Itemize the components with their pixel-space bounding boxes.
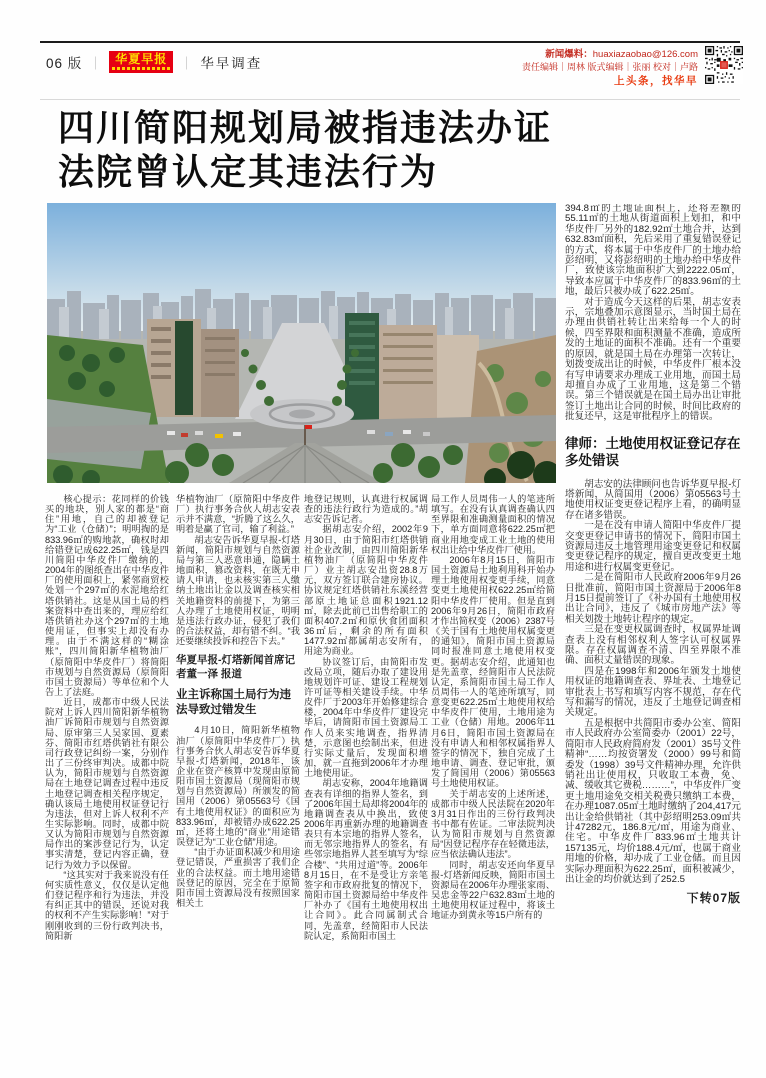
article-paragraph: 关于胡志安的上述所述，成都市中级人民法院在2020年3月31日作出的三份行政判决书中都有佐证。二审法院判决认为简阳市规划与自然资源局“因登记程序存在轻微违法，应当依法确认违法”。 (431, 788, 555, 860)
article-paragraph: 胡志安的法律顾问也告诉华夏早报-灯塔新闻，从简国用（2006）第05563号土地使用权证变更登记程序上看，的确明显存在诸多错误。 (565, 478, 741, 521)
article-paragraph: 五是根据中共简阳市委办公室、简阳市人民政府办公室简委办（2001）22号，简阳市人民政府简府发（2001）35号文件精神“……均按资署发（2000）99号和简委发（1998）39号文件精神办理，允许供销社出让使用权，只收取工本费，免、减、缓收其它费税………”，中华皮件厂变更土地用途免交相关税费只缴纳工本费，在办理1087.05㎡土地时缴纳了204,417元出让金给供销社（其中彭绍明253.09㎡共计47282元，186.8元/㎡，用途为商业、住宅。中华皮件厂833.96㎡土地共计157135元，均价188.4元/㎡，也属于商业用地的价格，却办成了工业仓储。而且因实际办理面积为622.25㎡，面积被减少，出让金的均价就达到了252.5 (565, 717, 741, 885)
article-paragraph: 四是在1998年和2006年颁发土地使用权证的地籍调查表、界址表、土地登记审批表上书写和填写内容不规范，存在代写和漏写的情况，违反了土地登记调查相关规定。 (565, 665, 741, 719)
article-paragraph: 二是在简阳市人民政府2006年9月26日批准前，简阳市国土资源局于2006年8月15日提前签订了《补办国有土地使用权出让合同》，违反了《城市房地产法》等相关划拨土地转让程序的规定。 (565, 572, 741, 625)
aerial-city-photo (47, 203, 556, 483)
article-paragraph: 华植物油厂（原简阳中华皮件厂）执行事务合伙人胡志安表示并不满意，“折腾了这么久，明着是赢了官司，输了利益。” (176, 494, 300, 535)
lead-paragraph: 核心提示：花同样的价钱买的地块，别人家的都是“商住”用地，自己的却被登记为“工业（仓储）”；明明掏的是833.96㎡的购地款，确权时却给错登记成622.25㎡，钱是四川简阳中华皮件厂缴纳的，2004年的图纸查出在中华皮件厂的使用面积上，紧邻商贸校处划一个297㎡的水泥地给红塔供销社。这是从国土局的档案资料中查出来的，理应给红塔供销社办这个297㎡的土地使用证，但事实上却没有办理。由于不满这样的“糊涂账”，四川简阳新华植物油厂（原简阳中华皮件厂）将简阳市规划与自然资源局（原简阳市国土资源局）等单位和个人告上了法庭。 (45, 494, 169, 697)
main-headline (58, 106, 598, 194)
byline: 华夏早报-灯塔新闻首席记者董一泽 报道 (176, 654, 295, 680)
editors-credit: 责任编辑｜周林 版式编辑｜张丽 校对｜卢路 (521, 62, 698, 72)
article-paragraph: 三是在变更权属调查时，权属界址调查表上没有相邻权利人签字认可权属界限。存在权属调查不清、四至界限不准确、面积丈量错误的现象。 (565, 624, 741, 667)
article-column-4 (431, 494, 555, 1050)
article-paragraph: 4月10日，简阳新华植物油厂（原简阳中华皮件厂）执行事务合伙人胡志安告诉华夏早报-灯塔新闻，2018年，该企业在资产核算中发现由原简阳市国土资源局（现简阳市规划与自然资源局）所颁发的简国用（2006）第05563号《国有土地使用权证》的面积应为833.96㎡，却被错办成622.25㎡，还将土地的“商业”用途错误登记为“工业仓储”用途。 (176, 725, 300, 848)
section-subhead: 律师：土地使用权证登记存在多处错误 (565, 435, 741, 469)
tipline-email: huaxiazaobao@126.com (592, 49, 698, 60)
article-paragraph: “这其实对于我来说没有任何实质性意义，仅仅是认定他们登记程序和行为违法，并没有纠正其中的错误，还说对我的权利不产生实际影响！”对于刚刚收到的三份行政判决书，简阳新 (45, 869, 169, 941)
page-number: 06 版 (46, 56, 83, 71)
article-column-1 (45, 494, 169, 1050)
masthead-title: 华夏早报 (115, 52, 168, 66)
qr-code (705, 46, 743, 86)
header-top-rule (40, 41, 740, 43)
tipline-label: 新闻爆料： (545, 49, 593, 60)
article-paragraph: 一是在没有申请人简阳中华皮件厂提交变更登记申请书的情况下，简阳市国土资源局违反土地管理用途变更登记和权属变更登记程序的规定，擅自更改变更土地用途和进行权属变更登记。 (565, 520, 741, 573)
header-contact-block (522, 48, 698, 89)
article-paragraph: 据胡志安介绍，2002年9月30日，由于简阳市红塔供销社企业改制，由四川简阳新华植物油厂（原简阳中华皮件厂）业主胡志安出资28.8万元，双方签订联合建房协议。协议规定红塔供销社东溪经营部原土地证总面积1921.12㎡，除去此前已出售给职工的面积407.2㎡和原伙食团面积36㎡后，剩余的所有面积1477.92㎡都属胡志安所有，用途为商业。 (304, 524, 428, 657)
article-paragraph: “由于办证面积减少和用途登记错误，严重损害了我们企业的合法权益。而土地用途错误登记的原因，完全在于原简阳市国土资源局没有按照国家相关土 (176, 847, 300, 908)
masthead-tagline-strip (112, 67, 170, 70)
section-title: 华早调查 (200, 56, 263, 71)
article-paragraph: 胡志安称，2004年地籍调查表有详细的指界人签名，到了2006年国土局却将2004年的地籍调查表从中换出，致使2006年再重新办理的地籍调查表只有本宗地的指界人签名，而无邻宗地指界人的签名，有些邻宗地指界人甚至填写为“综合楼”、“共用过道”等。2006年8月15日，在不是受让方亲笔签字和市政府批复的情况下，简阳市国土资源局给中华皮件厂补办了《国有土地使用权出让合同》。此合同属制式合同，先盖章，经简阳市人民法院认定，系简阳市国土 (304, 778, 428, 941)
news-tipline (522, 48, 698, 61)
masthead-logo (109, 51, 173, 73)
article-paragraph: 同时，胡志安还向华夏早报-灯塔新闻反映，简阳市国土资源局在2006年办理张家雨、吴忠金等22户632.83㎡土地的土地使用权证过程中，将该土地证办到黄永等15户所有的 (431, 859, 555, 921)
article-paragraph: 局工作人员周伟一人的笔迹所填写。在没有认真调查确认四至界限和准确测量面积的情况下，单方面同意将622.25㎡把商业用地变成工业土地的使用权出让给中华皮件厂使用。 (431, 494, 555, 555)
article-paragraph: 胡志安告诉华夏早报-灯塔新闻，简阳市规划与自然资源局与第三人恶意串通，隐瞒土地面积，篡改资料，在既无申请人申请，也未核实第三人缴纳土地出让金以及调查核实相关地籍资料的前提下，为第三人办理了土地使用权证，明明是违法行政办证，侵犯了我们的合法权益，却有错不纠。“我还要继续投诉和控告下去。” (176, 534, 300, 647)
header-divider: ｜ (180, 55, 194, 71)
headline-line1: 四川简阳规划局被指违法办证 (58, 107, 553, 148)
headline-line2: 法院曾认定其违法行为 (58, 151, 439, 192)
continuation-notice: 下转07版 (686, 891, 741, 906)
article-paragraph: 2006年8月15日，简阳市国土资源局土地利用科开始办理土地使用权变更手续，同意变更土地使用权622.25㎡给简阳中华皮件厂使用。但是直到2006年9月26日，简阳市政府才作出简权变（2006）2387号《关于国有土地使用权属变更的通知》，简阳市国土资源局同时报准同意土地使用权变更。据胡志安介绍，此通知也是先盖章，经简阳市人民法院认定，系简阳市国土局工作人员周伟一人的笔迹所填写，同意变更622.25㎡土地使用权给中华皮件厂使用，土地用途为工业（仓储）用地。2006年11月6日，简阳市国土资源局在没有申请人和相邻权属指界人签字的情况下，独自完成了土地申请、调查、登记审批，颁发了简国用（2006）第05563号土地使用权证。 (431, 554, 555, 789)
article-column-right (565, 204, 741, 1050)
header-left (46, 51, 262, 73)
article-paragraph: 对于造成今天这样的后果，胡志安表示，宗地叠加示意图显示，当时国土局在办理由供销社转让出来给每一个人的时候，四至界限和面积测量不准确，造成所发的土地证的面积不准确。还有一个重要的原因，就是国土局在办理第一次转让，划拨变成出让的时候，中华皮件厂根本没有写申请要求办理成工业用地，而国土局却擅自办成了工业用地，这是第二个错误。第三个错误就是在国土局办出让审批签订土地出让合同的时候，时间比政府的批复还早，这是审批程序上的错误。 (565, 296, 741, 423)
article-column-2 (176, 494, 300, 1050)
article-paragraph: 近日，成都市中级人民法院对上诉人四川简阳新华植物油厂诉简阳市规划与自然资源局、原审第三人吴家国、夏素芬、简阳市红塔供销社有限公司行政登记纠纷一案，分别作出了三份终审判决。成都中院认为，简阳市规划与自然资源局在土地登记调查过程中违反土地登记调查相关程序规定，确认该局土地使用权证登记行为违法，但对上诉人权利不产生实际影响。同时，成都中院又认为简阳市规划与自然资源局作出的案涉登记行为，认定事实清楚，登记内容正确，登记行为效力予以保留。 (45, 697, 169, 870)
article-column-3 (304, 494, 428, 1050)
article-paragraph: 协议签订后，由简阳市发改局立项，随后办取了建设用地规划许可证、建设工程规划许可证等相关建设手续。中华皮件厂于2003年开始修建综合楼，2004年中华皮件厂建设完毕后，请简阳市国土资源局工作人员来实地调查，指界清楚，示意图也绘制出来，但进行实际丈量后，发现面积增加，就一直拖到2006年才办理土地使用证。 (304, 656, 428, 779)
header-bottom-rule (40, 99, 740, 100)
header-divider: ｜ (89, 55, 103, 71)
article-paragraph: 394.8㎡的土地证面积上，还将差额的55.11㎡的土地从街道面积上划扣，和中华皮件厂另外的182.92㎡土地合并，达到632.83㎡面积，先后采用了重复错误登记的方式，将本属于中华皮件厂的土地办给彭绍明，又将彭绍明的土地办给中华皮件厂，致使该宗地面积扩大到2222.05㎡，导致本应属于中华皮件厂的833.96㎡的土地，最后只被办成了622.25㎡。 (565, 204, 741, 298)
article-paragraph: 地登记规则，认真进行权属调查的违法行政行为造成的。”胡志安告诉记者。 (304, 494, 428, 525)
slogan: 上头条，找华早 (614, 75, 698, 87)
sub-headline: 业主诉称国土局行为违法导致过错发生 (176, 689, 291, 716)
